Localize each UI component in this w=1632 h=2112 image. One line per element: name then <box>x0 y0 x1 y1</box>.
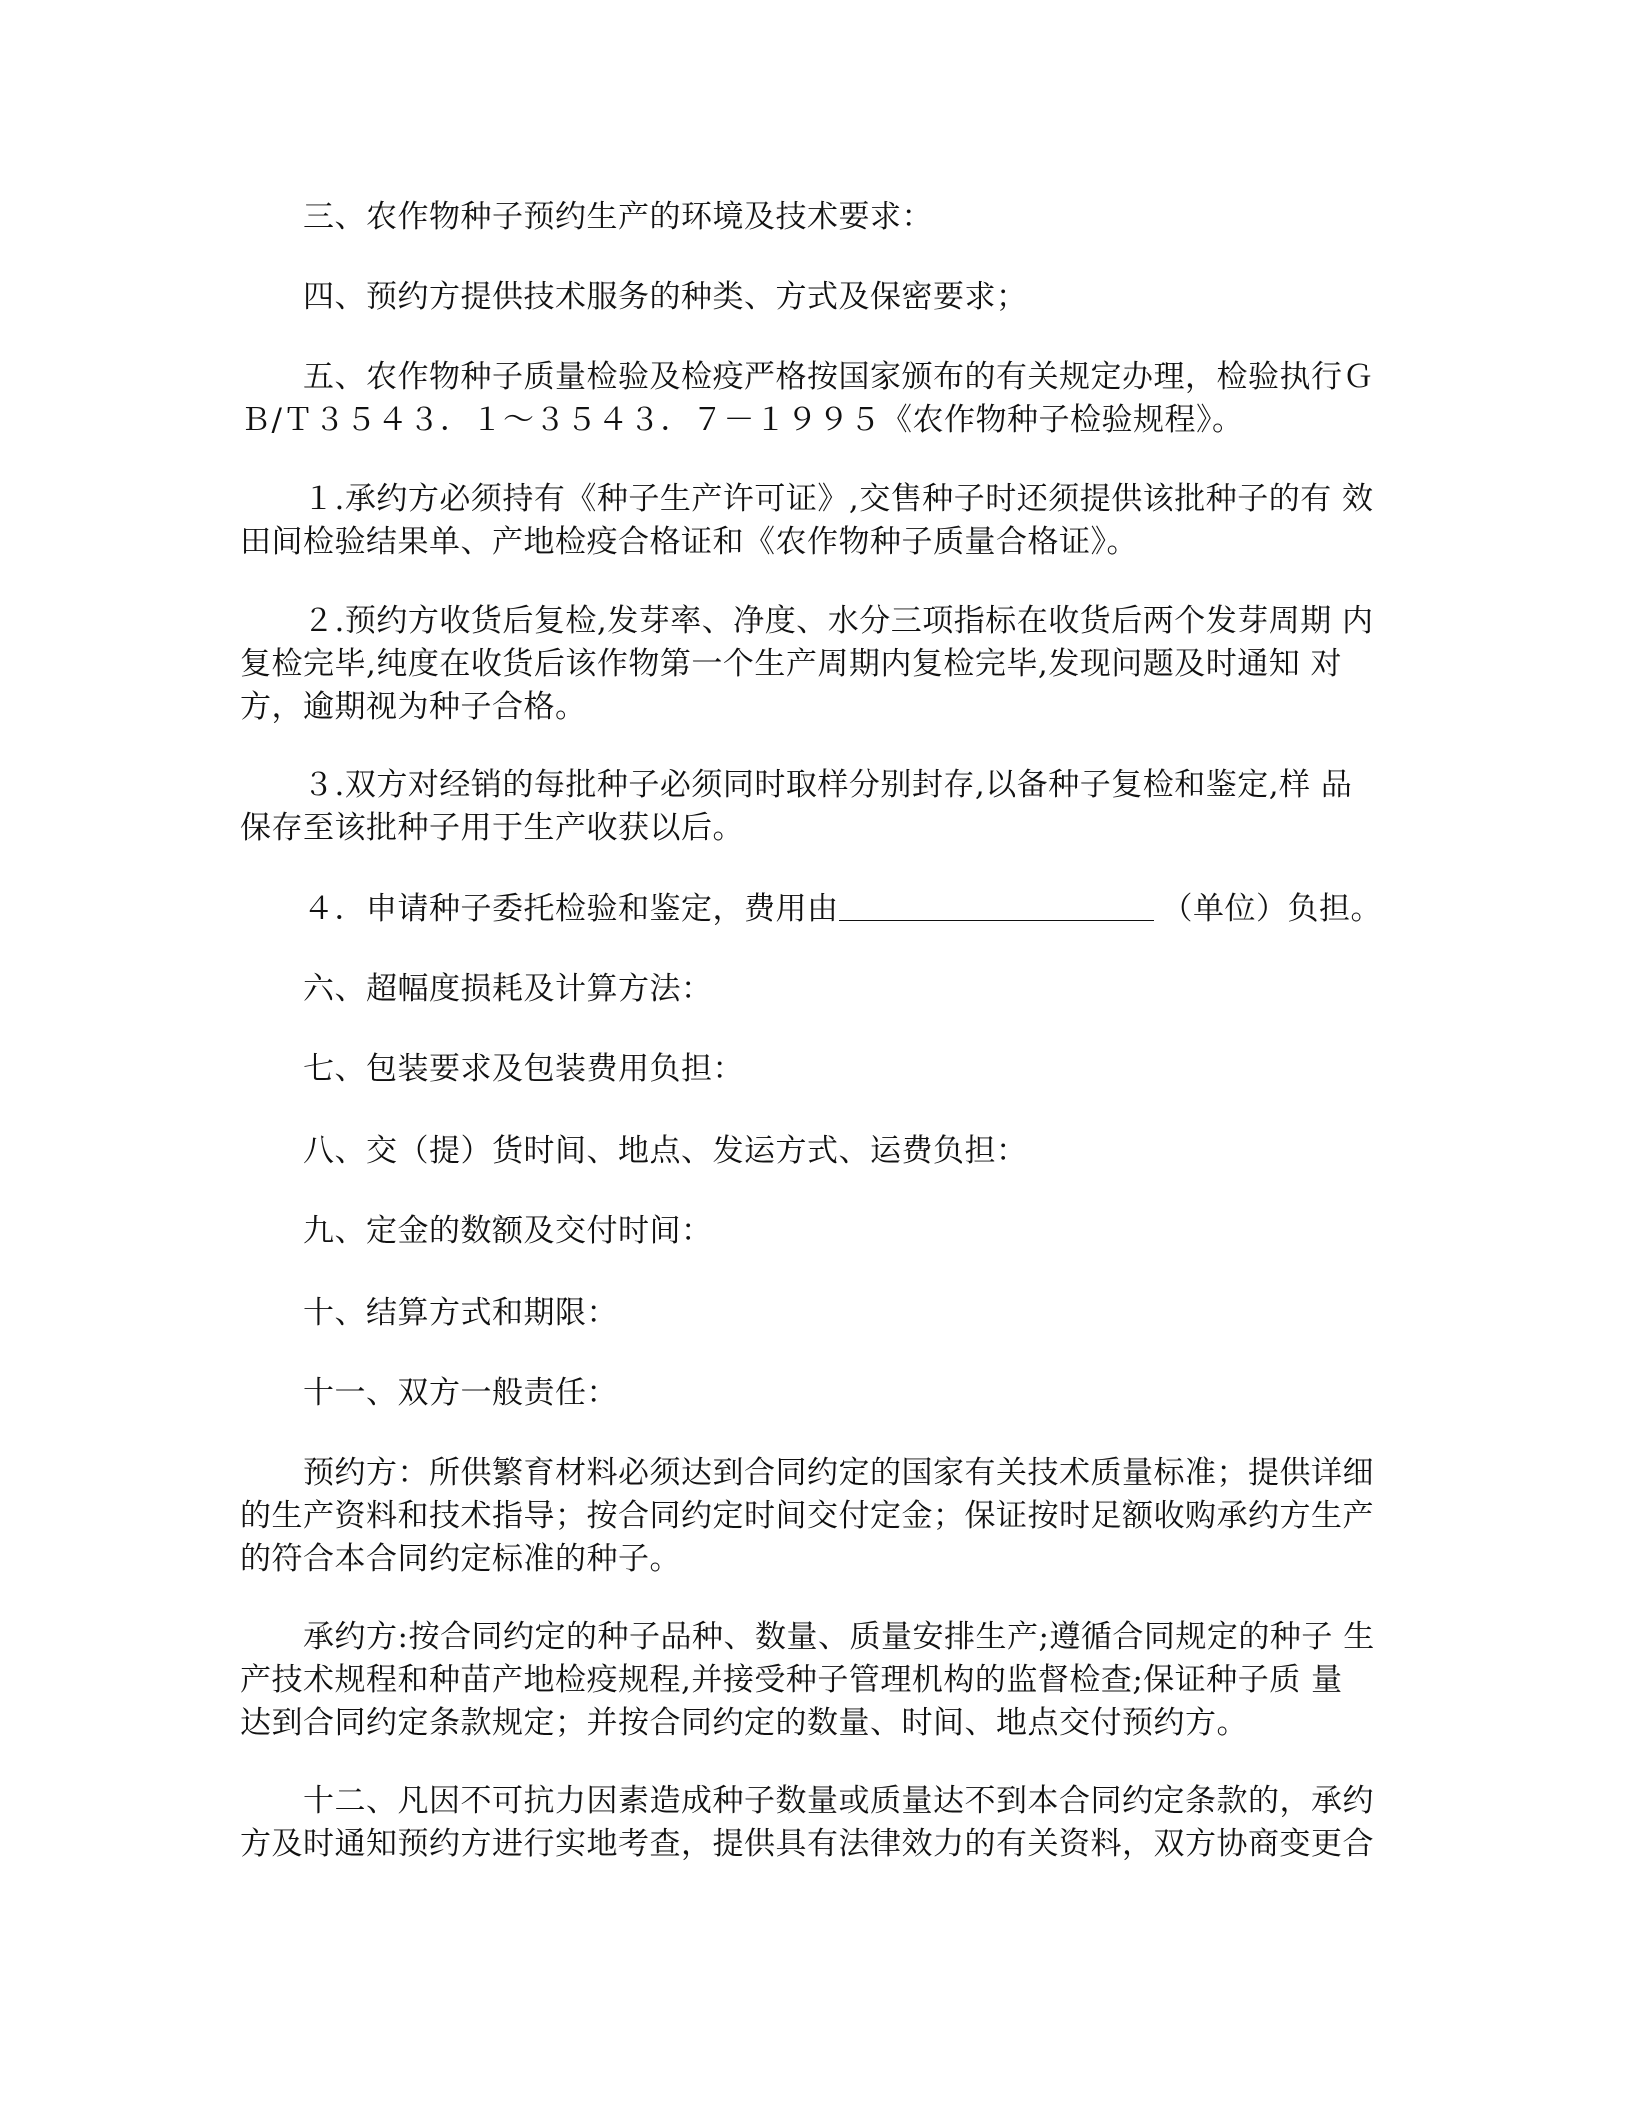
clause-line: 承约方:按合同约定的种子品种、数量、质量安排生产;遵循合同规定的种子 生 <box>240 1619 1375 1655</box>
clause-5-item-2 <box>240 600 1390 729</box>
clause-line: 方，逾期视为种子合格。 <box>240 689 587 725</box>
clause-line: 方及时通知预约方进行实地考查，提供具有法律效力的有关资料，双方协商变更合 <box>240 1826 1374 1862</box>
clause-12 <box>240 1780 1390 1866</box>
clause-line: 田间检验结果单、产地检疫合格证和《农作物种子质量合格证》。 <box>240 524 1138 560</box>
clause-4 <box>240 276 1390 319</box>
clause-line: 预约方：所供繁育材料必须达到合同约定的国家有关技术质量标准；提供详细 <box>240 1455 1374 1491</box>
clause-line: 达到合同约定条款规定；并按合同约定的数量、时间、地点交付预约方。 <box>240 1705 1248 1741</box>
clause-11-reserver <box>240 1452 1390 1581</box>
clause-line: 三、农作物种子预约生产的环境及技术要求： <box>240 199 933 235</box>
clause-5 <box>240 356 1390 442</box>
clause-5-item-3 <box>240 764 1390 850</box>
clause-line: 六、超幅度损耗及计算方法： <box>240 971 713 1007</box>
clause-line: 十二、凡因不可抗力因素造成种子数量或质量达不到本合同约定条款的，承约 <box>240 1783 1374 1819</box>
clause-line: 十、结算方式和期限： <box>240 1295 618 1331</box>
clause-8 <box>240 1130 1390 1173</box>
clause-line: 九、定金的数额及交付时间： <box>240 1213 713 1249</box>
clause-line: 四、预约方提供技术服务的种类、方式及保密要求； <box>240 279 1028 315</box>
clause-10 <box>240 1292 1390 1335</box>
clause-11 <box>240 1372 1390 1415</box>
clause-3 <box>240 196 1390 239</box>
clause-line: 产技术规程和种苗产地检疫规程,并接受种子管理机构的监督检查;保证种子质 量 <box>240 1662 1343 1698</box>
clause-line-with-blank <box>240 888 1390 931</box>
clause-9 <box>240 1210 1390 1253</box>
clause-line: Ｂ/Ｔ３５４３．１～３５４３．７－１９９５《农作物种子检验规程》。 <box>240 402 1244 438</box>
clause-suffix: （单位）负担。 <box>1161 891 1382 927</box>
clause-line: 的符合本合同约定标准的种子。 <box>240 1541 681 1577</box>
clause-line: ３.双方对经销的每批种子必须同时取样分别封存,以备种子复检和鉴定,样 品 <box>240 767 1353 803</box>
clause-11-contractor <box>240 1616 1390 1745</box>
clause-line: 五、农作物种子质量检验及检疫严格按国家颁布的有关规定办理，检验执行Ｇ <box>240 359 1374 395</box>
clause-prefix: ４．申请种子委托检验和鉴定，费用由 <box>240 891 839 927</box>
clause-line: 八、交（提）货时间、地点、发运方式、运费负担： <box>240 1133 1028 1169</box>
clause-6 <box>240 968 1390 1011</box>
clause-line: ２.预约方收货后复检,发芽率、净度、水分三项指标在收货后两个发芽周期 内 <box>240 603 1374 639</box>
fill-in-blank[interactable] <box>839 890 1154 921</box>
clause-line: １.承约方必须持有《种子生产许可证》,交售种子时还须提供该批种子的有 效 <box>240 481 1374 517</box>
clause-line: 保存至该批种子用于生产收获以后。 <box>240 810 744 846</box>
clause-7 <box>240 1048 1390 1091</box>
clause-line: 七、包装要求及包装费用负担： <box>240 1051 744 1087</box>
clause-5-item-1 <box>240 478 1390 564</box>
clause-line: 复检完毕,纯度在收货后该作物第一个生产周期内复检完毕,发现问题及时通知 对 <box>240 646 1343 682</box>
clause-line: 十一、双方一般责任： <box>240 1375 618 1411</box>
clause-line: 的生产资料和技术指导；按合同约定时间交付定金；保证按时足额收购承约方生产 <box>240 1498 1374 1534</box>
clause-5-item-4 <box>240 888 1390 931</box>
